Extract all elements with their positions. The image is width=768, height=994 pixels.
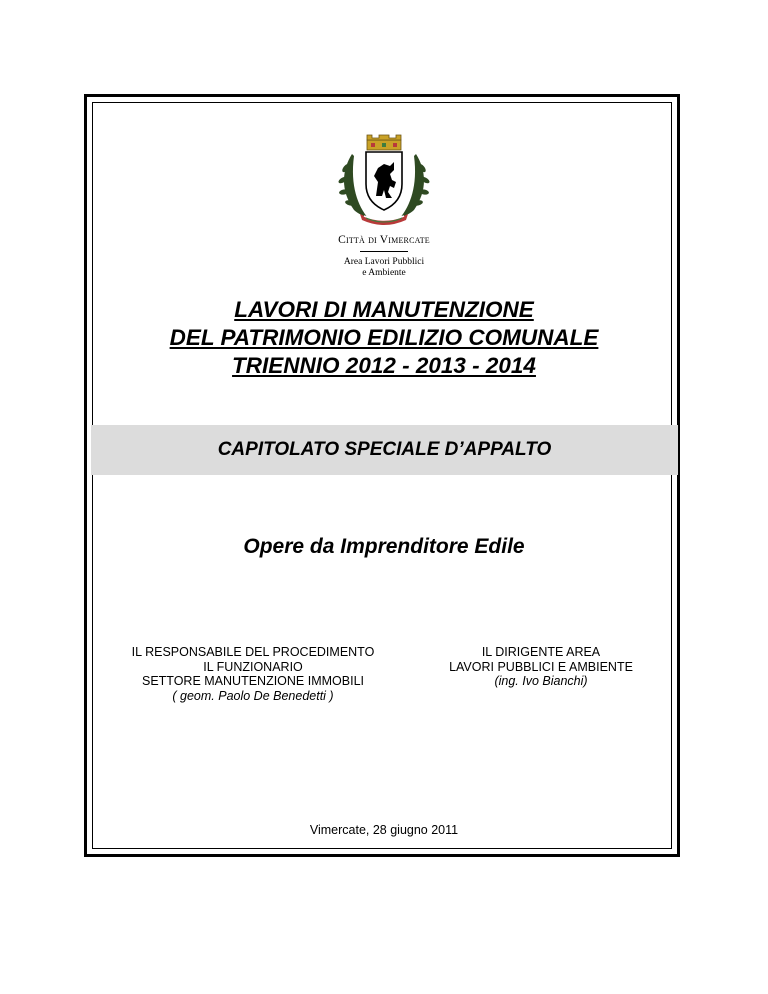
signature-block-right	[428, 645, 654, 689]
document-type: CAPITOLATO SPECIALE D’APPALTO	[217, 439, 552, 460]
signature-left-name: ( geom. Paolo De Benedetti )	[172, 688, 334, 703]
title-line-2: DEL PATRIMONIO EDILIZIO COMUNALE	[169, 325, 599, 350]
document-subject: Opere da Imprenditore Edile	[243, 535, 525, 558]
signature-left-sector: SETTORE MANUTENZIONE IMMOBILI	[141, 674, 364, 688]
department-line-1: Area Lavori Pubblici	[343, 257, 425, 267]
title-line-3: TRIENNIO 2012 - 2013 - 2014	[232, 353, 536, 378]
city-name: Città di Vimercate	[338, 234, 430, 246]
signature-left-title: IL FUNZIONARIO	[203, 659, 303, 674]
signature-left-role: IL RESPONSABILE DEL PROCEDIMENTO	[131, 645, 375, 659]
signature-right-name: (ing. Ivo Bianchi)	[494, 674, 588, 688]
department-line-2: e Ambiente	[362, 268, 406, 278]
city-coat-of-arms-icon	[324, 134, 444, 230]
city-divider	[360, 251, 408, 252]
signature-right-role: IL DIRIGENTE AREA	[481, 645, 601, 659]
place-and-date: Vimercate, 28 giugno 2011	[309, 823, 459, 837]
signature-block-left	[110, 645, 396, 703]
document-type-band	[91, 425, 678, 475]
signature-right-area: LAVORI PUBBLICI E AMBIENTE	[449, 659, 633, 674]
title-line-1: LAVORI DI MANUTENZIONE	[234, 297, 534, 322]
